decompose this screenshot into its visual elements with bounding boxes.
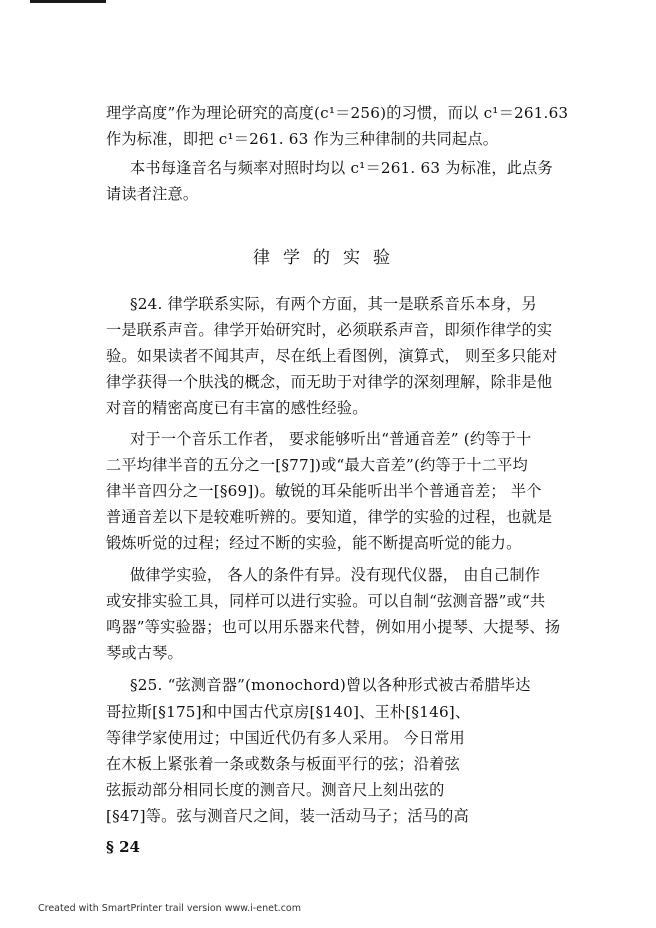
scan-edge-mark (30, 0, 106, 3)
text-line: 锻炼听觉的过程；经过不断的实验，能不断提高听觉的能力。 (106, 534, 522, 552)
text-line: 弦振动部分相同长度的测音尺。测音尺上刻出弦的 (106, 781, 445, 799)
text-line: 律学获得一个肤浅的概念，而无助于对律学的深刻理解，除非是他 (106, 373, 553, 391)
text-line: 验。如果读者不闻其声，尽在纸上看图例，演算式， 则至多只能对 (106, 347, 558, 365)
text-line: 理学高度”作为理论研究的高度(c¹＝256)的习惯，而以 c¹＝261.63 (106, 104, 569, 122)
text-line: 本书每逢音名与频率对照时均以 c¹＝261. 63 为标准，此点务 (130, 159, 553, 177)
text-line: 哥拉斯[§175]和中国古代京房[§140]、王朴[§146]、 (106, 703, 471, 721)
text-line: 二平均律半音的五分之一[§77])或“最大音差”(约等于十二平均 (106, 456, 528, 474)
text-line: 琴或古琴。 (106, 644, 183, 662)
text-line: 做律学实验， 各人的条件有异。没有现代仪器， 由自己制作 (130, 566, 541, 584)
text-line: 鸣器”等实验器；也可以用乐器来代替，例如用小提琴、大提琴、扬 (106, 618, 561, 636)
text-line: 普通音差以下是较难听辨的。要知道，律学的实验的过程，也就是 (106, 508, 553, 526)
text-line: §24. 律学联系实际，有两个方面，其一是联系音乐本身，另 (130, 295, 537, 313)
text-line: 在木板上紧张着一条或数条与板面平行的弦；沿着弦 (106, 755, 460, 773)
text-line: 对于一个音乐工作者， 要求能够听出“普通音差” (约等于十 (130, 430, 532, 448)
text-line: 一是联系声音。律学开始研究时，必须联系声音，即须作律学的实 (106, 321, 553, 339)
text-line: 或安排实验工具，同样可以进行实验。可以自制“弦测音器”或“共 (106, 592, 546, 610)
text-line: 对音的精密高度已有丰富的感性经验。 (106, 399, 368, 417)
section-heading: 律学的实验 (253, 248, 403, 268)
text-line: §25. “弦测音器”(monochord)曾以各种形式被古希腊毕达 (130, 676, 531, 694)
text-line: 作为标准，即把 c¹＝261. 63 作为三种律制的共同起点。 (106, 130, 499, 148)
footer-watermark: Created with SmartPrinter trail version www.i-enet.com (38, 903, 301, 914)
text-line: [§47]等。弦与测音尺之间，装一活动马子；活马的高 (106, 807, 469, 825)
page-section-label: § 24 (106, 838, 140, 856)
text-line: 律半音四分之一[§69])。敏锐的耳朵能听出半个普通音差； 半个 (106, 482, 542, 500)
text-line: 请读者注意。 (106, 185, 199, 203)
text-line: 等律学家使用过；中国近代仍有多人采用。 今日常用 (106, 729, 465, 747)
